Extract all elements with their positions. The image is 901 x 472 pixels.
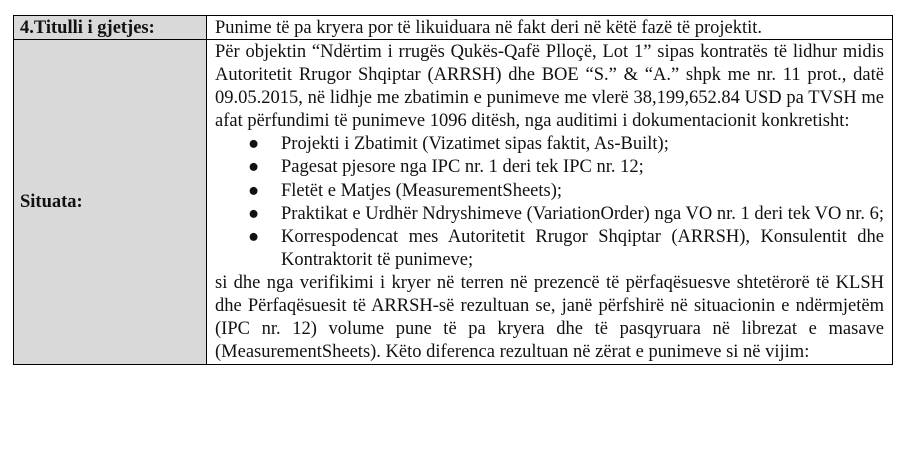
situation-row — [14, 40, 893, 365]
bullet-icon: ● — [248, 226, 260, 247]
title-value-cell — [207, 16, 893, 40]
list-item: ● Projekti i Zbatimit (Vizatimet sipas faktit, As-Built); — [215, 133, 884, 156]
title-label: 4.Titulli i gjetjes: — [20, 18, 155, 38]
bullet-icon: ● — [248, 134, 260, 155]
bullet-icon: ● — [248, 180, 260, 201]
title-row — [14, 16, 893, 40]
conclusion-paragraph: si dhe nga verifikimi i kryer në terren në prezencë të përfaqësuesve shtetërorë të KLSH dhe Përfaqësuesit të ARRSH-së rezultuan se, janë përfshirë në situacionin e ndërmjetëm (IPC nr. 12) volume pune të pa kryera dhe të pasqyruara në librezat e masave (MeasurementSheets). Këto diferenca rezultuan në zërat e punimeve si në vijim: — [215, 272, 884, 363]
list-item: ● Pagesat pjesore nga IPC nr. 1 deri tek IPC nr. 12; — [215, 156, 884, 179]
title-label-cell — [14, 16, 207, 40]
finding-title: Punime të pa kryera por të likuiduara në fakt deri në këtë fazë të projektit. — [215, 18, 763, 38]
situation-label: Situata: — [20, 191, 83, 212]
intro-paragraph: Për objektin “Ndërtim i rrugës Qukës-Qafë Plloçë, Lot 1” sipas kontratës të lidhur midis Autoritetit Rrugor Shqiptar (ARRSH) dhe BOE “S.” & “A.” shpk me nr. 11 prot., datë 09.05.2015, në lidhje me zbatimin e punimeve me vlerë 38,199,652.84 USD pa TVSH me afat përfundimi të punimeve 1096 ditësh, nga auditimi i dokumentacionit konkretisht: — [215, 42, 884, 132]
finding-table — [13, 15, 893, 365]
situation-label-cell — [14, 40, 207, 365]
list-item: ● Korrespodencat mes Autoritetit Rrugor Shqiptar (ARRSH), Konsulentit dhe Kontraktorit të punimeve; — [248, 226, 884, 270]
bullet-icon: ● — [248, 157, 260, 178]
documents-list — [215, 133, 884, 272]
list-item: ● Praktikat e Urdhër Ndryshimeve (VariationOrder) nga VO nr. 1 deri tek VO nr. 6; — [215, 203, 884, 226]
situation-body-cell — [207, 40, 893, 365]
bullet-icon: ● — [248, 203, 260, 224]
list-item: ● Fletët e Matjes (MeasurementSheets); — [215, 180, 884, 203]
